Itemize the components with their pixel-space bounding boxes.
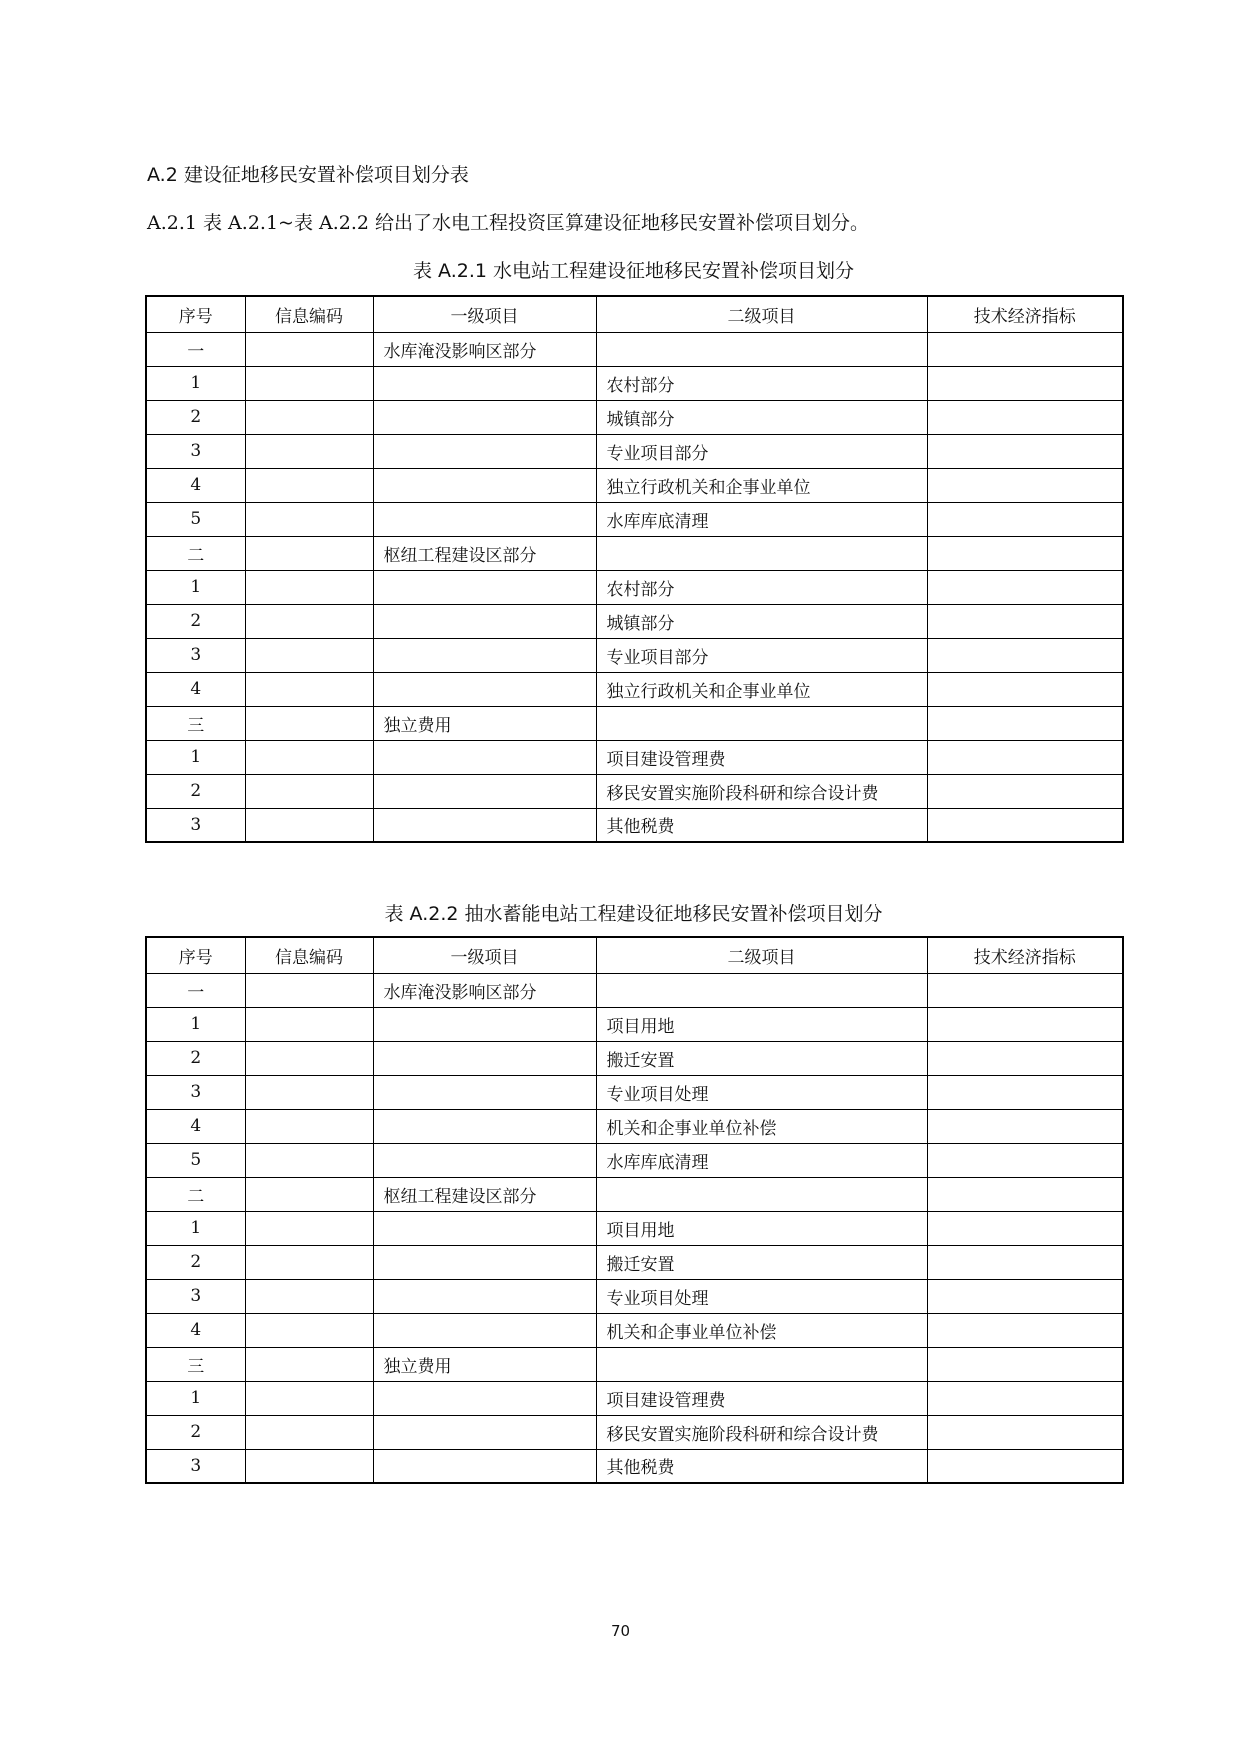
table-cell — [927, 706, 1123, 740]
table-cell — [245, 1007, 373, 1041]
table-cell: 1 — [146, 740, 245, 774]
table-cell: 专业项目部分 — [596, 434, 927, 468]
table-cell: 4 — [146, 468, 245, 502]
column-header: 一级项目 — [373, 296, 596, 332]
intro-paragraph: A.2.1 表 A.2.1~表 A.2.2 给出了水电工程投资匡算建设征地移民安置补偿项目划分。 — [147, 212, 870, 234]
table-cell — [245, 808, 373, 842]
table-cell — [373, 1279, 596, 1313]
table-cell — [245, 434, 373, 468]
table-row — [146, 1313, 1123, 1347]
table-cell — [245, 604, 373, 638]
table-cell: 1 — [146, 1211, 245, 1245]
table-cell — [927, 570, 1123, 604]
table-row — [146, 536, 1123, 570]
table-row — [146, 332, 1123, 366]
table-cell — [927, 1347, 1123, 1381]
table-cell — [373, 570, 596, 604]
table-cell — [245, 400, 373, 434]
table-cell: 其他税费 — [596, 1449, 927, 1483]
table-cell: 水库库底清理 — [596, 502, 927, 536]
table-row — [146, 468, 1123, 502]
table-row — [146, 400, 1123, 434]
table-cell — [927, 332, 1123, 366]
table-cell: 1 — [146, 570, 245, 604]
table-cell — [245, 1075, 373, 1109]
table-cell — [373, 366, 596, 400]
table-cell: 3 — [146, 808, 245, 842]
table2 — [145, 936, 1124, 1484]
column-header: 序号 — [146, 937, 245, 973]
table-cell: 4 — [146, 1313, 245, 1347]
table-cell — [927, 973, 1123, 1007]
table-cell: 三 — [146, 1347, 245, 1381]
table-row — [146, 740, 1123, 774]
table-cell: 独立费用 — [373, 1347, 596, 1381]
table-cell — [927, 774, 1123, 808]
table-cell: 农村部分 — [596, 366, 927, 400]
table-cell — [245, 1041, 373, 1075]
table-cell — [245, 468, 373, 502]
table-cell: 移民安置实施阶段科研和综合设计费 — [596, 774, 927, 808]
table-cell — [373, 400, 596, 434]
table-cell — [373, 1381, 596, 1415]
table-row — [146, 1449, 1123, 1483]
table-row — [146, 1143, 1123, 1177]
table-row — [146, 1075, 1123, 1109]
table-cell — [927, 1279, 1123, 1313]
table-row — [146, 808, 1123, 842]
table-cell: 3 — [146, 1449, 245, 1483]
table-cell — [927, 502, 1123, 536]
table-cell: 1 — [146, 1381, 245, 1415]
table-cell — [596, 1347, 927, 1381]
table-cell — [245, 1177, 373, 1211]
table-cell — [245, 638, 373, 672]
table-cell — [245, 973, 373, 1007]
table-cell: 农村部分 — [596, 570, 927, 604]
table-cell: 3 — [146, 434, 245, 468]
table-cell: 其他税费 — [596, 808, 927, 842]
table-cell — [373, 774, 596, 808]
table-cell — [245, 1109, 373, 1143]
table-cell: 城镇部分 — [596, 400, 927, 434]
table-cell: 三 — [146, 706, 245, 740]
table-cell — [596, 973, 927, 1007]
table-row — [146, 1415, 1123, 1449]
table-row — [146, 502, 1123, 536]
table-cell: 2 — [146, 1415, 245, 1449]
table-row — [146, 434, 1123, 468]
table-cell — [927, 400, 1123, 434]
table-cell — [927, 1245, 1123, 1279]
table-cell — [373, 502, 596, 536]
table-cell — [596, 1177, 927, 1211]
table-cell: 项目建设管理费 — [596, 740, 927, 774]
table-cell: 1 — [146, 1007, 245, 1041]
table-cell: 专业项目处理 — [596, 1279, 927, 1313]
table-cell — [927, 1177, 1123, 1211]
table-row — [146, 570, 1123, 604]
table-cell — [373, 808, 596, 842]
table-row — [146, 1279, 1123, 1313]
table-cell — [373, 1007, 596, 1041]
table-cell: 1 — [146, 366, 245, 400]
table-row — [146, 638, 1123, 672]
table-cell — [373, 1449, 596, 1483]
table-cell — [245, 366, 373, 400]
table-cell — [927, 808, 1123, 842]
table-cell — [373, 1109, 596, 1143]
table-cell — [927, 1007, 1123, 1041]
table-cell — [373, 1075, 596, 1109]
table-cell — [245, 1211, 373, 1245]
table-cell — [927, 1449, 1123, 1483]
table-cell: 移民安置实施阶段科研和综合设计费 — [596, 1415, 927, 1449]
table-cell — [927, 604, 1123, 638]
table-cell — [927, 536, 1123, 570]
column-header: 信息编码 — [245, 296, 373, 332]
table-cell — [245, 740, 373, 774]
page-number: 70 — [610, 1622, 631, 1640]
table-cell: 水库淹没影响区部分 — [373, 332, 596, 366]
table-cell: 2 — [146, 1245, 245, 1279]
table-cell: 搬迁安置 — [596, 1041, 927, 1075]
table-cell: 城镇部分 — [596, 604, 927, 638]
table2-caption: 表 A.2.2 抽水蓄能电站工程建设征地移民安置补偿项目划分 — [384, 903, 883, 925]
table-cell — [373, 638, 596, 672]
table-cell: 二 — [146, 536, 245, 570]
table-cell: 5 — [146, 502, 245, 536]
column-header: 技术经济指标 — [927, 296, 1123, 332]
section-heading: A.2 建设征地移民安置补偿项目划分表 — [147, 164, 469, 186]
column-header: 二级项目 — [596, 937, 927, 973]
table-cell: 3 — [146, 1279, 245, 1313]
table-cell: 二 — [146, 1177, 245, 1211]
table1-caption: 表 A.2.1 水电站工程建设征地移民安置补偿项目划分 — [413, 260, 854, 282]
table-cell: 水库库底清理 — [596, 1143, 927, 1177]
table2-body — [146, 973, 1123, 1483]
table-cell — [373, 1415, 596, 1449]
table-cell: 专业项目部分 — [596, 638, 927, 672]
table-cell: 独立费用 — [373, 706, 596, 740]
table-cell: 机关和企事业单位补偿 — [596, 1313, 927, 1347]
table-cell — [245, 706, 373, 740]
table-cell: 4 — [146, 1109, 245, 1143]
table-cell: 一 — [146, 332, 245, 366]
table-cell — [373, 468, 596, 502]
table-cell: 枢纽工程建设区部分 — [373, 1177, 596, 1211]
table-row — [146, 1007, 1123, 1041]
table-row — [146, 604, 1123, 638]
table-cell — [927, 1109, 1123, 1143]
table-cell: 2 — [146, 604, 245, 638]
table-cell — [245, 1313, 373, 1347]
table-cell — [245, 1279, 373, 1313]
table-cell — [927, 638, 1123, 672]
table-cell — [245, 536, 373, 570]
table-cell: 2 — [146, 1041, 245, 1075]
table-cell — [927, 366, 1123, 400]
table-cell: 2 — [146, 400, 245, 434]
table-cell: 2 — [146, 774, 245, 808]
column-header: 技术经济指标 — [927, 937, 1123, 973]
table-cell — [373, 604, 596, 638]
table-row — [146, 1109, 1123, 1143]
table1 — [145, 295, 1124, 843]
table-cell: 水库淹没影响区部分 — [373, 973, 596, 1007]
table-cell: 3 — [146, 638, 245, 672]
table-cell — [927, 1143, 1123, 1177]
table1-header-row — [146, 296, 1123, 332]
table-cell — [245, 1143, 373, 1177]
table-cell: 枢纽工程建设区部分 — [373, 536, 596, 570]
table-cell: 5 — [146, 1143, 245, 1177]
table1-body — [146, 332, 1123, 842]
table-cell — [927, 1313, 1123, 1347]
table-cell — [245, 672, 373, 706]
table-row — [146, 1381, 1123, 1415]
table-cell — [245, 1415, 373, 1449]
table-cell — [927, 468, 1123, 502]
table2-header-row — [146, 937, 1123, 973]
table-cell — [373, 740, 596, 774]
table-cell: 一 — [146, 973, 245, 1007]
table-cell: 项目用地 — [596, 1007, 927, 1041]
table-cell — [927, 1041, 1123, 1075]
table-cell — [373, 672, 596, 706]
table-cell: 项目建设管理费 — [596, 1381, 927, 1415]
table-cell — [596, 332, 927, 366]
table-cell — [245, 1449, 373, 1483]
table-cell — [373, 1313, 596, 1347]
column-header: 一级项目 — [373, 937, 596, 973]
table-row — [146, 1211, 1123, 1245]
column-header: 二级项目 — [596, 296, 927, 332]
table-cell — [373, 1143, 596, 1177]
table-cell — [245, 502, 373, 536]
table-cell: 独立行政机关和企事业单位 — [596, 672, 927, 706]
table-row — [146, 1177, 1123, 1211]
table-cell — [927, 1211, 1123, 1245]
table-cell — [245, 1347, 373, 1381]
table-cell — [927, 740, 1123, 774]
table-cell — [927, 1075, 1123, 1109]
table-cell — [596, 536, 927, 570]
table-row — [146, 1245, 1123, 1279]
table-row — [146, 1347, 1123, 1381]
table-cell — [927, 1415, 1123, 1449]
table-cell — [927, 672, 1123, 706]
table-cell: 搬迁安置 — [596, 1245, 927, 1279]
table-cell — [245, 1381, 373, 1415]
table-cell — [245, 774, 373, 808]
table-row — [146, 1041, 1123, 1075]
table-cell — [245, 1245, 373, 1279]
table-row — [146, 672, 1123, 706]
table-row — [146, 706, 1123, 740]
column-header: 序号 — [146, 296, 245, 332]
table-row — [146, 973, 1123, 1007]
table-row — [146, 366, 1123, 400]
table-cell — [373, 1211, 596, 1245]
table-cell — [373, 1041, 596, 1075]
table-cell — [596, 706, 927, 740]
table-cell: 3 — [146, 1075, 245, 1109]
table-cell — [927, 434, 1123, 468]
table-cell: 独立行政机关和企事业单位 — [596, 468, 927, 502]
table-cell: 专业项目处理 — [596, 1075, 927, 1109]
table-cell: 机关和企事业单位补偿 — [596, 1109, 927, 1143]
table-cell — [373, 434, 596, 468]
table-cell: 4 — [146, 672, 245, 706]
table-cell — [373, 1245, 596, 1279]
table-cell — [245, 570, 373, 604]
table-cell — [927, 1381, 1123, 1415]
table-cell — [245, 332, 373, 366]
column-header: 信息编码 — [245, 937, 373, 973]
table-row — [146, 774, 1123, 808]
table-cell: 项目用地 — [596, 1211, 927, 1245]
